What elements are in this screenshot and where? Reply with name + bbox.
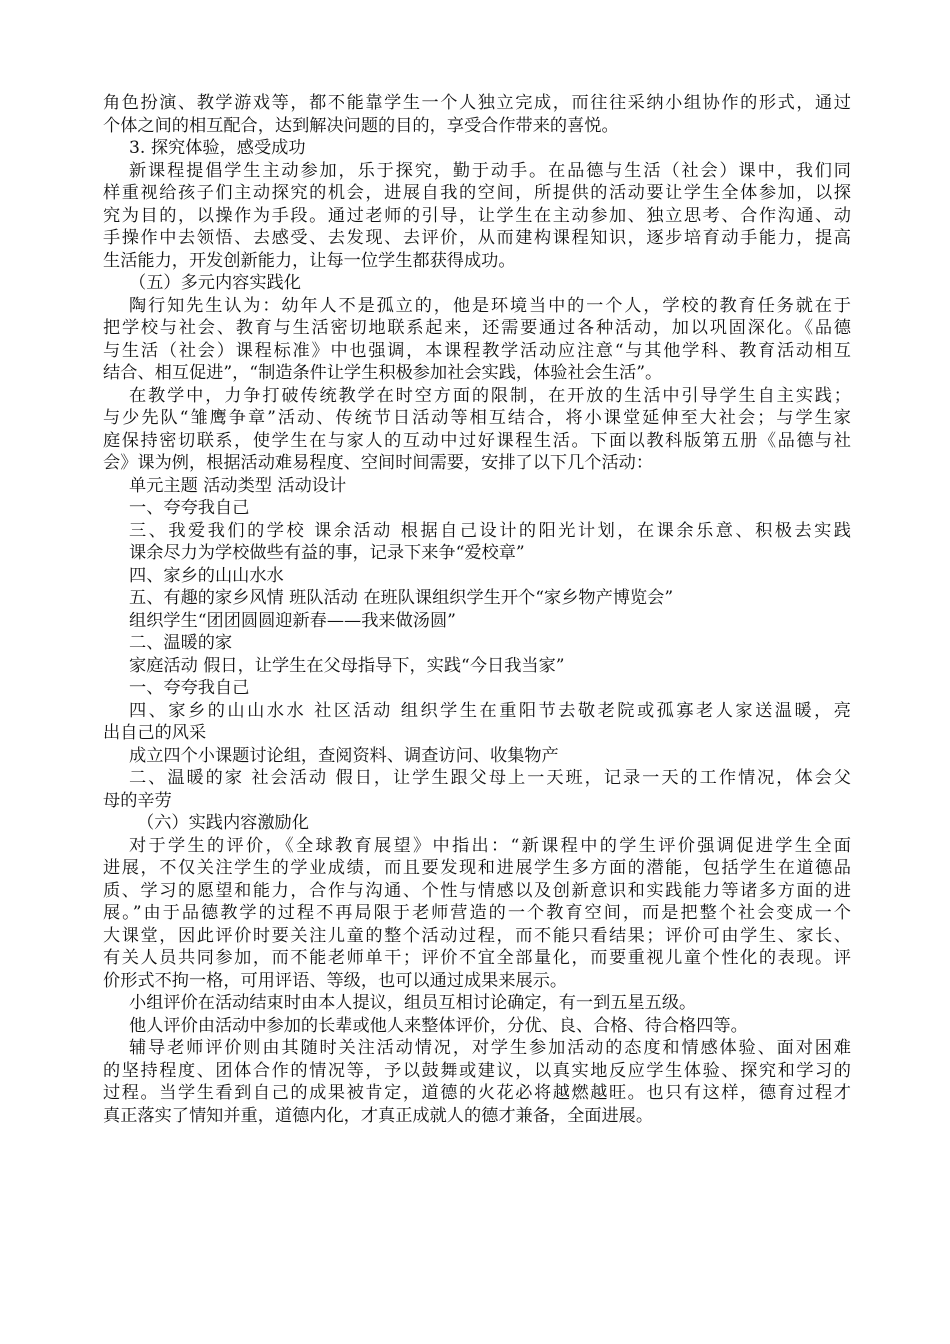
text-line: 辅导老师评价则由其随时关注活动情况，对学生参加活动的态度和情感体验、面对困难 [129,1038,851,1058]
table-line: 组织学生“团团圆圆迎新春——我来做汤圆” [129,610,456,631]
text-line: 新课程提倡学生主动参加，乐于探究，勤于动手。在品德与生活（社会）课中，我们同 [129,160,851,181]
text-line: 样重视给孩子们主动探究的机会，进展自我的空间，所提供的活动要让学生全体参加，以探 [103,183,851,203]
table-line: 四、家乡的山山水水 社区活动 组织学生在重阳节去敬老院或孤寡老人家送温暖，亮 [129,700,851,721]
text-line: 进展，不仅关注学生的学业成绩，而且要发现和进展学生多方面的潜能，包括学生在道德品 [103,858,851,878]
text-line: 大课堂，因此评价时要关注儿童的整个活动过程，而不能只看结果；评价可由学生、家长、 [103,925,851,946]
text-line: 有关人员共同参加，而不能老师单干；评价不宜全部量化，而要重视儿童个性化的表现。评 [103,948,851,968]
text-line: 结合、相互促进”，“制造条件让学生积极参加社会实践，体验社会生活”。 [103,363,663,383]
table-line: 五、有趣的家乡风情 班队活动 在班队课组织学生开个“家乡物产博览会” [129,588,674,608]
section-heading: （六）实践内容激励化 [137,813,309,833]
table-line: 四、家乡的山山水水 [129,565,284,586]
table-line: 二、温暖的家 [129,633,233,653]
table-line: 一、夸夸我自己 [129,498,250,518]
text-line: 展。”由于品德教学的过程不再局限于老师营造的一个教育空间，而是把整个社会变成一个 [103,903,851,923]
text-line: 会》课为例，根据活动难易程度、空间时间需要，安排了以下几个活动： [103,453,654,473]
table-line: 一、夸夸我自己 [129,678,250,698]
table-header-line: 单元主题 活动类型 活动设计 [129,475,347,496]
table-line: 家庭活动 假日，让学生在父母指导下，实践“今日我当家” [129,655,565,676]
text-line: 把学校与社会、教育与生活密切地联系起来，还需要通过各种活动，加以巩固深化。《品德 [103,318,851,338]
text-line: 角色扮演、教学游戏等，都不能靠学生一个人独立完成，而往往采纳小组协作的形式，通过 [103,93,851,113]
table-line: 三、我爱我们的学校 课余活动 根据自己设计的阳光计划，在课余乐意、积极去实践 [129,520,851,541]
text-line: 他人评价由活动中参加的长辈或他人来整体评价，分优、良、合格、待合格四等。 [129,1015,748,1036]
table-line: 母的辛劳 [103,790,172,811]
text-line: 价形式不拘一格，可用评语、等级，也可以通过成果来展示。 [103,970,568,991]
text-line: 庭保持密切联系，使学生在与家人的互动中过好课程生活。下面以教科版第五册《品德与社 [103,430,851,451]
text-line: 个体之间的相互配合，达到解决问题的目的，享受合作带来的喜悦。 [103,115,619,136]
text-line: 质、学习的愿望和能力，合作与沟通、个性与情感以及创新意识和实践能力等诸多方面的进 [103,880,851,901]
text-line: 生活能力，开发创新能力，让每一位学生都获得成功。 [103,250,516,271]
document-body [103,92,851,1127]
text-line: 与少先队“雏鹰争章”活动、传统节日活动等相互结合，将小课堂延伸至大社会；与学生家 [103,408,851,428]
text-line: 手操作中去领悟、去感受、去发现、去评价，从而建构课程知识，逐步培育动手能力，提高 [103,228,851,248]
text-line: 小组评价在活动结束时由本人提议，组员互相讨论确定，有一到五星五级。 [129,993,697,1013]
subheading: 3. 探究体验，感受成功 [129,138,306,158]
text-line: 究为目的，以操作为手段。通过老师的引导，让学生在主动参加、独立思考、合作沟通、动 [103,205,851,226]
text-line: 陶行知先生认为：幼年人不是孤立的，他是环境当中的一个人，学校的教育任务就在于 [129,295,851,316]
table-line: 课余尽力为学校做些有益的事，记录下来争“爱校章” [129,543,525,563]
text-line: 与生活（社会）课程标准》中也强调，本课程教学活动应注意“与其他学科、教育活动相互 [103,340,851,361]
table-line: 二、温暖的家 社会活动 假日，让学生跟父母上一天班，记录一天的工作情况，体会父 [129,768,851,788]
table-line: 成立四个小课题讨论组，查阅资料、调查访问、收集物产 [129,745,559,766]
table-line: 出自己的风采 [103,723,207,743]
text-line: 真正落实了情知并重，道德内化，才真正成就人的德才兼备，全面进展。 [103,1105,654,1126]
text-line: 在教学中，力争打破传统教学在时空方面的限制，在开放的生活中引导学生自主实践； [129,385,851,406]
text-line: 过程。当学生看到自己的成果被肯定，道德的火花必将越燃越旺。也只有这样，德育过程才 [103,1083,851,1103]
text-line: 的坚持程度、团体合作的情况等，予以鼓舞或建议，以真实地反应学生体验、探究和学习的 [103,1060,851,1081]
text-line: 对于学生的评价，《全球教育展望》中指出：“新课程中的学生评价强调促进学生全面 [129,835,851,856]
section-heading: （五）多元内容实践化 [129,273,301,293]
